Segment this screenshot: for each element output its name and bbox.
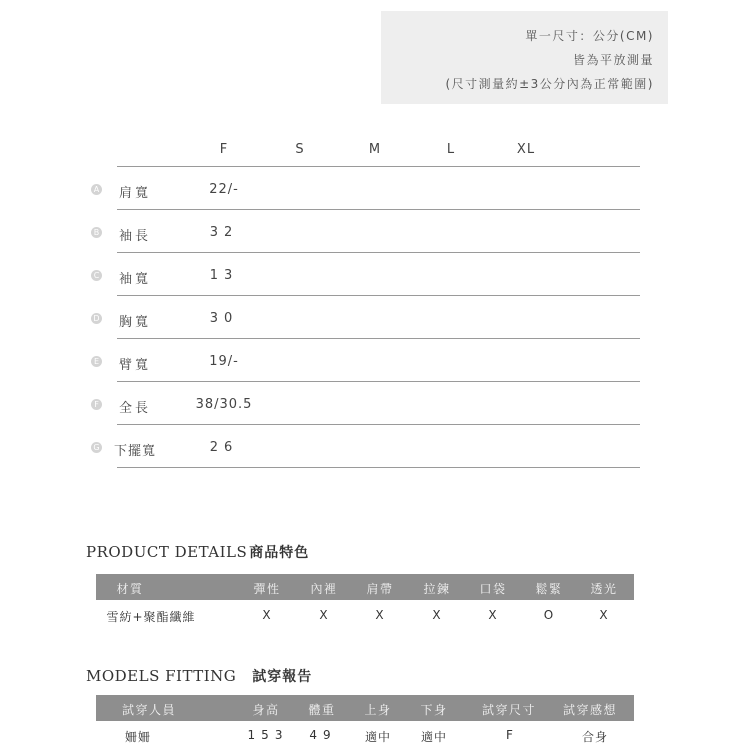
value-strap: X bbox=[375, 608, 385, 622]
row-value-f: 13 bbox=[209, 268, 239, 283]
row-value-f: 32 bbox=[209, 225, 239, 240]
row-value-f: 38/30.5 bbox=[195, 397, 253, 412]
size-row-chest bbox=[0, 311, 753, 331]
header-lining: 內裡 bbox=[310, 582, 338, 596]
size-row-length bbox=[0, 397, 753, 417]
note-unit: 單一尺寸：公分(CM) bbox=[525, 29, 654, 43]
note-method: 皆為平放測量 bbox=[572, 53, 654, 67]
value-fitting-size: F bbox=[506, 728, 514, 742]
note-tolerance: (尺寸測量約±3公分內為正常範圍) bbox=[445, 77, 654, 91]
row-label: 袖長 bbox=[119, 229, 152, 244]
row-badge: D bbox=[91, 313, 102, 324]
header-bottom: 下身 bbox=[420, 703, 448, 717]
header-zipper: 拉鍊 bbox=[423, 582, 451, 596]
row-label: 全長 bbox=[119, 401, 152, 416]
value-top: 適中 bbox=[364, 730, 392, 744]
header-feedback: 試穿感想 bbox=[562, 703, 618, 717]
size-row-sleeve-length bbox=[0, 225, 753, 245]
size-col-xl: XL bbox=[516, 142, 536, 157]
product-details-header bbox=[96, 574, 634, 600]
header-fitting-size: 試穿尺寸 bbox=[481, 703, 537, 717]
value-elasticity: X bbox=[262, 608, 272, 622]
table-divider bbox=[117, 338, 640, 339]
value-feedback: 合身 bbox=[581, 730, 609, 744]
models-fitting-title bbox=[86, 666, 312, 686]
value-sheerness: X bbox=[599, 608, 609, 622]
row-label: 臂寬 bbox=[119, 358, 152, 373]
value-model: 姍姍 bbox=[124, 730, 152, 744]
header-height: 身高 bbox=[252, 703, 280, 717]
size-col-f: F bbox=[219, 142, 229, 157]
size-row-arm bbox=[0, 354, 753, 374]
value-material: 雪紡+聚酯纖維 bbox=[106, 610, 196, 624]
row-label: 肩寬 bbox=[119, 186, 152, 201]
row-badge: A bbox=[91, 184, 102, 195]
size-row-hem bbox=[0, 440, 753, 460]
size-row-sleeve-width bbox=[0, 268, 753, 288]
table-divider bbox=[117, 209, 640, 210]
row-label: 胸寬 bbox=[119, 315, 152, 330]
row-value-f: 19/- bbox=[209, 354, 239, 369]
value-weight: 49 bbox=[309, 728, 337, 742]
header-weight: 體重 bbox=[308, 703, 336, 717]
product-details-title bbox=[86, 542, 309, 562]
value-zipper: X bbox=[432, 608, 442, 622]
size-row-shoulder bbox=[0, 182, 753, 202]
table-divider bbox=[117, 381, 640, 382]
table-divider bbox=[117, 295, 640, 296]
header-top: 上身 bbox=[364, 703, 392, 717]
row-value-f: 30 bbox=[209, 311, 239, 326]
row-label: 下擺寬 bbox=[114, 444, 157, 459]
header-model: 試穿人員 bbox=[121, 703, 177, 717]
size-col-l: L bbox=[446, 142, 456, 157]
row-value-f: 26 bbox=[209, 440, 239, 455]
header-sheerness: 透光 bbox=[590, 582, 618, 596]
table-divider bbox=[117, 166, 640, 167]
value-lining: X bbox=[319, 608, 329, 622]
value-pocket: X bbox=[488, 608, 498, 622]
models-fitting-title-en: MODELS FITTING bbox=[86, 667, 237, 685]
row-badge: E bbox=[91, 356, 102, 367]
header-elastic-band: 鬆緊 bbox=[535, 582, 563, 596]
size-col-s: S bbox=[295, 142, 305, 157]
size-col-m: M bbox=[368, 142, 382, 157]
row-badge: B bbox=[91, 227, 102, 238]
header-pocket: 口袋 bbox=[479, 582, 507, 596]
row-label: 袖寬 bbox=[119, 272, 152, 287]
header-material: 材質 bbox=[116, 582, 144, 596]
header-strap: 肩帶 bbox=[366, 582, 394, 596]
product-details-title-en: PRODUCT DETAILS bbox=[86, 543, 248, 561]
product-details-title-zh: 商品特色 bbox=[249, 545, 310, 561]
value-height: 153 bbox=[247, 728, 289, 742]
header-elasticity: 彈性 bbox=[253, 582, 281, 596]
table-divider bbox=[117, 467, 640, 468]
measurement-note bbox=[381, 11, 668, 104]
value-elastic-band: O bbox=[543, 608, 555, 622]
models-fitting-header bbox=[96, 695, 634, 721]
table-divider bbox=[117, 424, 640, 425]
value-bottom: 適中 bbox=[420, 730, 448, 744]
row-value-f: 22/- bbox=[209, 182, 239, 197]
row-badge: F bbox=[91, 399, 102, 410]
row-badge: C bbox=[91, 270, 102, 281]
table-divider bbox=[117, 252, 640, 253]
models-fitting-title-zh: 試穿報告 bbox=[252, 669, 313, 685]
row-badge: G bbox=[91, 442, 102, 453]
